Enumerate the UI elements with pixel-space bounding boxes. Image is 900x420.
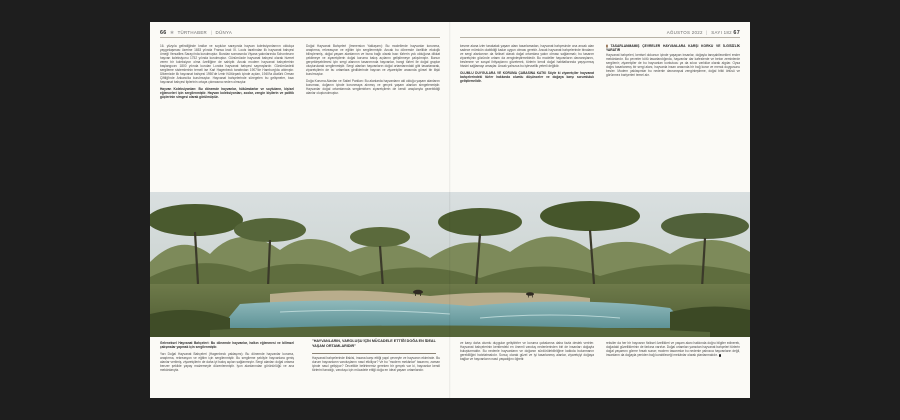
- left-folio: [160, 30, 232, 36]
- pull-quote: "HAYVANLARIN, VAROLUŞU İÇİN MÜCADELE ETTİĞİ DOĞA EN İDEAL YAŞAM ORTAMLARIDIR": [312, 339, 436, 348]
- header-rule-right: [460, 37, 740, 38]
- right-issue: SAYI 182: [711, 30, 732, 35]
- paragraph: Doğa Koruma Alanları ve Safari Parkları: Bu alanlarda hayvanların akl olduğu yaşam alanlarını koruması, doğanın içinde korunmaya alınmış ve gerçek yaşam alanları simgelenmiştir. Hayvanlar doğal ortamlarında sergilenirken ziyaretçilerin de kendi araçlarıyla gezebildiği alanlar oluşturulmuştur.: [306, 78, 440, 96]
- wetland-illustration: [150, 192, 750, 337]
- end-mark-icon: [719, 354, 722, 357]
- subheading: ▮ TASARLANMAMIŞ ÇEVRELER HAYVANLARA KARŞI KORKU VE İLGİSİZLİK YARATIR: [606, 44, 740, 53]
- left-bottom-column-2: [312, 356, 440, 396]
- left-top-column-1: [160, 44, 294, 190]
- left-section: DÜNYA: [215, 30, 233, 35]
- right-folio: [667, 30, 740, 36]
- paragraph: kesme alana izler tarakatak yaşam alanı tasarlamadan, hayvanat bahçesinde ona ancak alan sadece mümkün olabildiği kadar uygun olması gerekir. Ancak hayvanat bahçelerinde binaların ve sergi alanlarının da fiziksel olarak doğal ortamlara yakın olması sağlanmalı; bu tasarım ziyaretçinin gözünde ortamı da zenginleştirmektedir. Bu modeller hayvanların davranışlarını, beslenme ve sosyal ihtiyaçlarını gözeterek, türlerin kendi doğal habitatlarında yaşıyormuş hissini sağlamayı amaçlar. Ancak yalnızca bu işlevsellik yeterli değildir.: [460, 44, 594, 69]
- paragraph: Hayvanat bahçeleri, kentsel dokunun içinde yaşayan insanlar, doğayla tanışabilecekleri ender mekânlardır. Bu çevreler kötü tasarlandığında, hayvanlar dar kafeslerde ve beton zeminlerde sergilenir; ziyaretçiler de bu hayvanları korkutucu ya da sıkıcı varlıklar olarak algılar. Oysa doğru tasarlanmış bir sergi alanı, hayvanla insan arasında bir bağ kurar ve merak duygusunu besler. Modern yaklaşımlar bu nedenle davranışsal zenginleştirme, doğal bitki örtüsü ve görünmez bariyerleri temel alır.: [606, 53, 740, 78]
- divider: |: [210, 30, 213, 35]
- pull-quote-rule: [312, 353, 436, 354]
- left-bottom-column-1: [160, 341, 294, 395]
- right-top-column-1: [460, 44, 594, 190]
- paragraph: reksiler da her bir hayvanın fiziksel özellikleri ve yaşam alanı hakkında doğru bilgiler edinerek, doğadaki güzelliklerinin de farkına varırlar. Doğal ortamları yansıtan hayvanat bahçeleri türlerin doğal yaşamını görme fırsatı sunar; modern tasarımlar bu nedenle yalnızca hayvanların değil, insanların da doğayla yeniden bağ kurabileceği mekânlar olarak planlanmalıdır.: [606, 341, 740, 358]
- right-top-column-2: [606, 44, 740, 190]
- paragraph: Hayvan Koleksiyonları: Bu dönemde hayvanlar, hükümdarlar ve soyluların, kişisel eğlenceleri için sergilenmiştir. Hayvan koleksiyonları, zoolar, zengin kişilerin ve politik güçlerinin simgesi olarak görülmüştür.: [160, 87, 294, 100]
- header-rule-left: [160, 37, 440, 38]
- right-bottom-column-2: [606, 341, 740, 395]
- paragraph: ve karşı daha olumlu duygular geliştirirler ve koruma çabalarına daha fazla destek verirler. Hayvanat bahçelerinin kentlerdeki en önemli varoluş nedenlerinden biri de insanları doğayla buluşturmaktır. Bu nedenle hayvanların ve doğanın sürdürülebilirliğine katkıda bulunmanın gerekliliğini hatırlatmalıdır. Sonuç olarak güzel ve iyi tasarlanmış alanlar, ziyaretçiyi doğaya bağlar ve hayvanların nasıl yaşadığını öğretir.: [460, 341, 594, 362]
- paragraph: Hayvanat bahçelerinde iliskisi, insana karşı ettiği yapıl çevreyle ve hayvanın ekiminde. Bu durum hayvanların varoluşlarını nasıl etkiliyor? Ve bu "modern mekânlar" tasarımı, zaman içinde nasıl gelişiyor? Öncelikle belirtmemiz gereken bir gerçek var ki, hayvanlar kendi türlerini tanıdığı, varoluşu için mücadele ettiği doğa en ideal yaşam ortamlarıdır.: [312, 356, 440, 373]
- paragraph: 16. yüzyıla gelindiğinde krallar ve soylular sarayında hayvan koleksiyonlarının oldukça yaygınlaşması üzerine 1653 yılında Fransa kralı XI. Louis tarafından ilk hayvanat bahçesi örneği Versailles Sarayı'nda kurulmuştur. Bundan sonrasında Viyana yakınlarında Schonbrunn hayvan koleksiyonu 1752 yılında kurulmuştur. Günümüzde hayvanat bahçesi olarak hizmet veren bir koleksiyon olma özelliğine de sahiptir. Ancak modern hayvanat bahçelerinin başlangıcını 1800 yılında kurulan Londra hayvanat bahçesi saymışlardır. Günümüzdeki sergileme sistemlerinin temeli ise Karl Hagenbeck tarafından 1907'de Hamburg'da atılmıştır. Ülkemizde ilk hayvanat bahçesi 1950'de İzmir Kültürpark içinde açılan, 1940'ta Atatürk Orman Çiftliği'nde Ankara'da kurulmuştur. Hayvanat bahçelerinde süregelen bu gelişmeler, bazı hayvanat bahçesi tiplerinin ortaya çıkmasına neden olmuştur.: [160, 44, 294, 85]
- right-date: AĞUSTOS 2022: [666, 30, 703, 35]
- paragraph: Doğal Hayvanat Bahçeleri (Immersion Yaklaşımı): Bu modellerde hayvanlar korunma, araştırma, rekreasyon ve eğitim için sergilenmiştir. Ancak bu dönemde özellikle ekolojik bilinçlenmiş, doğal yaşam alanlarının ve buna bağlı olarak bazı türlerin yok olduğuna dikkat çekilmeye ve ziyaretçilerin doğal koruma bakış açılarını geliştirmeye çalışılmıştır. Bunun gerçekleşebilmesi için sergi alanının tasarımında hayvanlar, hangi türleri ile doğal gruplar oluşturularak sergilenmiştir. Sergi alanları hayvanların doğal ortamlarındaki gibi tasarlanarak, ziyaretçilerin de bu ortamlara girdiklerinde hayvan ve ziyaretçiler arasında görsel bir ilişki kurulmuştur.: [306, 44, 440, 77]
- right-page-number: 67: [733, 30, 740, 36]
- bar-icon: ▮: [606, 44, 611, 48]
- left-page-number: 66: [160, 30, 167, 36]
- left-brand: TÜRTHABER: [177, 30, 208, 35]
- panorama-photo: [150, 192, 750, 337]
- paragraph: Geleneksel Hayvanat Bahçeleri: Bu dönemde hayvanlar, halkın eğlenmesi ve bilimsel çalışmalar yapmak için sergilenmiştir.: [160, 341, 294, 350]
- magazine-spread: [150, 22, 750, 398]
- divider: |: [706, 30, 708, 35]
- paragraph: Yarı Doğal Hayvanat Bahçeleri (Hagenbeck yaklaşımı): Bu dönemde hayvanlar koruma, araştırma, rekreasyon ve eğitim için sergilenmiştir. Bu sergileme şekliyle hayvanlara geniş alanlar verilmiş, ziyaretçilerin de daha iyi bakış açıları sağlanmıştır. Sergi alanları doğal ortama benzer şekilde yapay malzemeyle düzenlenmiştir. İyon alanlarından görünürlüğü ve ana mekânlarıyla.: [160, 351, 294, 372]
- star-icon: ✱: [170, 30, 175, 35]
- right-bottom-column-1: [460, 341, 594, 395]
- paragraph: OLUMLU DUYGULARA VE KORUMA ÇABASINA KATKI Söyle ki ziyaretçiler hayvanat bahçelerindeki türler hakkında olumlu düşünceler ve doğaya karşı sorumluluk geliştirmelidir.: [460, 70, 594, 83]
- left-top-column-2: [306, 44, 440, 190]
